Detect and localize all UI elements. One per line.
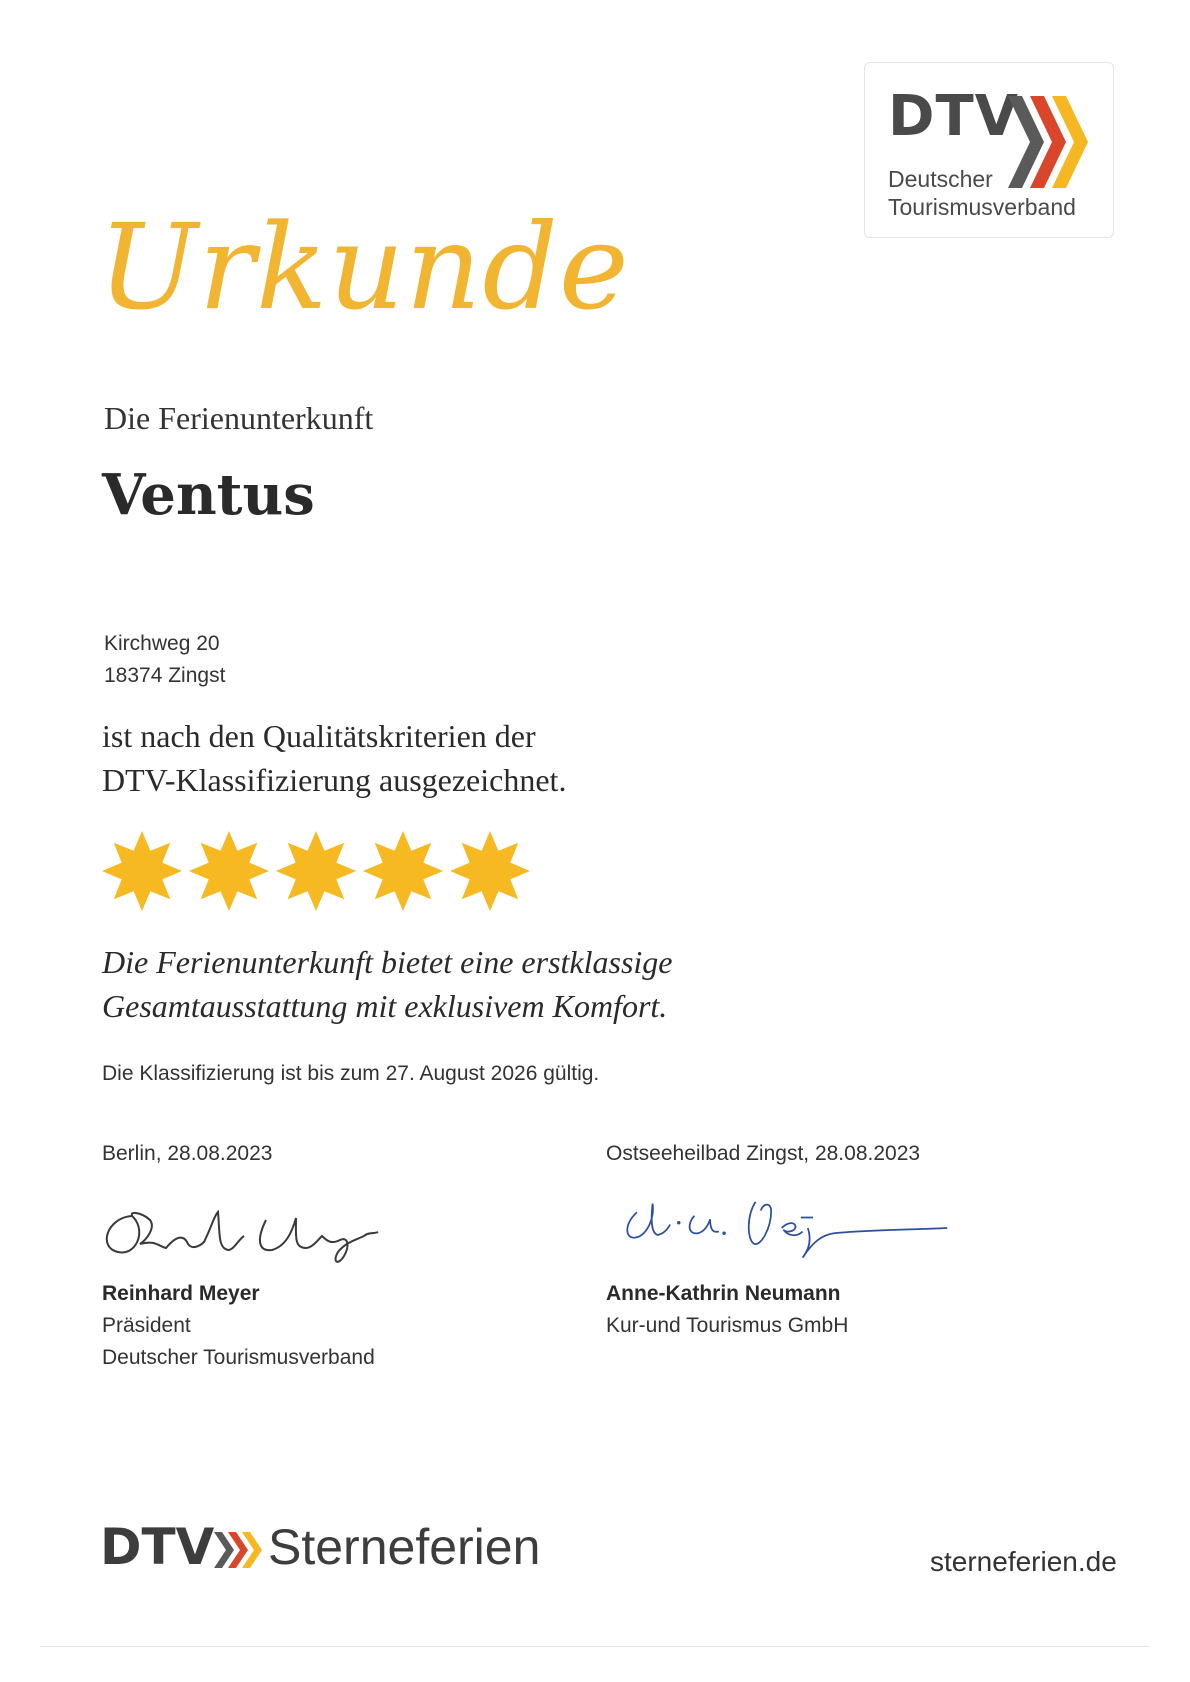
dtv-chevron-icon <box>1008 88 1090 196</box>
signer-role-right-1: Kur-und Tourismus GmbH <box>606 1314 849 1337</box>
property-type: Die Ferienunterkunft <box>104 400 374 436</box>
footer-url: sterneferien.de <box>930 1546 1117 1577</box>
place-date-right: Ostseeheilbad Zingst, 28.08.2023 <box>606 1142 921 1165</box>
logo-line-2: Tourismusverband <box>888 194 1076 220</box>
logo-line-1: Deutscher <box>888 166 993 192</box>
star-icon <box>276 831 356 911</box>
signer-role-left-1: Präsident <box>102 1314 191 1337</box>
address-street: Kirchweg 20 <box>104 632 220 655</box>
signer-name-left: Reinhard Meyer <box>102 1282 260 1305</box>
property-name: Ventus <box>102 462 315 528</box>
place-date-left: Berlin, 28.08.2023 <box>102 1142 273 1165</box>
statement-line-1: ist nach den Qualitätskriterien der <box>102 718 536 754</box>
validity-note: Die Klassifizierung ist bis zum 27. August 2026 gültig. <box>102 1062 600 1085</box>
signature-right <box>616 1188 956 1268</box>
signature-left <box>96 1196 436 1276</box>
statement-line-2: DTV-Klassifizierung ausgezeichnet. <box>102 762 567 798</box>
bottom-rule <box>40 1646 1150 1647</box>
footer-product: Sterneferien <box>268 1519 541 1575</box>
description-line-1: Die Ferienunterkunft bietet eine erstklassige <box>102 944 673 980</box>
signer-role-left-2: Deutscher Tourismusverband <box>102 1346 375 1369</box>
star-icon <box>450 831 530 911</box>
star-icon <box>363 831 443 911</box>
footer-chevron-icon <box>212 1528 268 1572</box>
logo-abbr: DTV <box>888 84 1020 149</box>
star-icon <box>102 831 182 911</box>
certificate-title: Urkunde <box>98 198 630 336</box>
address-city: 18374 Zingst <box>104 664 226 687</box>
footer-brand: DTV <box>100 1518 215 1576</box>
signer-name-right: Anne-Kathrin Neumann <box>606 1282 841 1305</box>
star-rating <box>100 826 550 916</box>
star-icon <box>189 831 269 911</box>
description-line-2: Gesamtausstattung mit exklusivem Komfort. <box>102 988 668 1024</box>
